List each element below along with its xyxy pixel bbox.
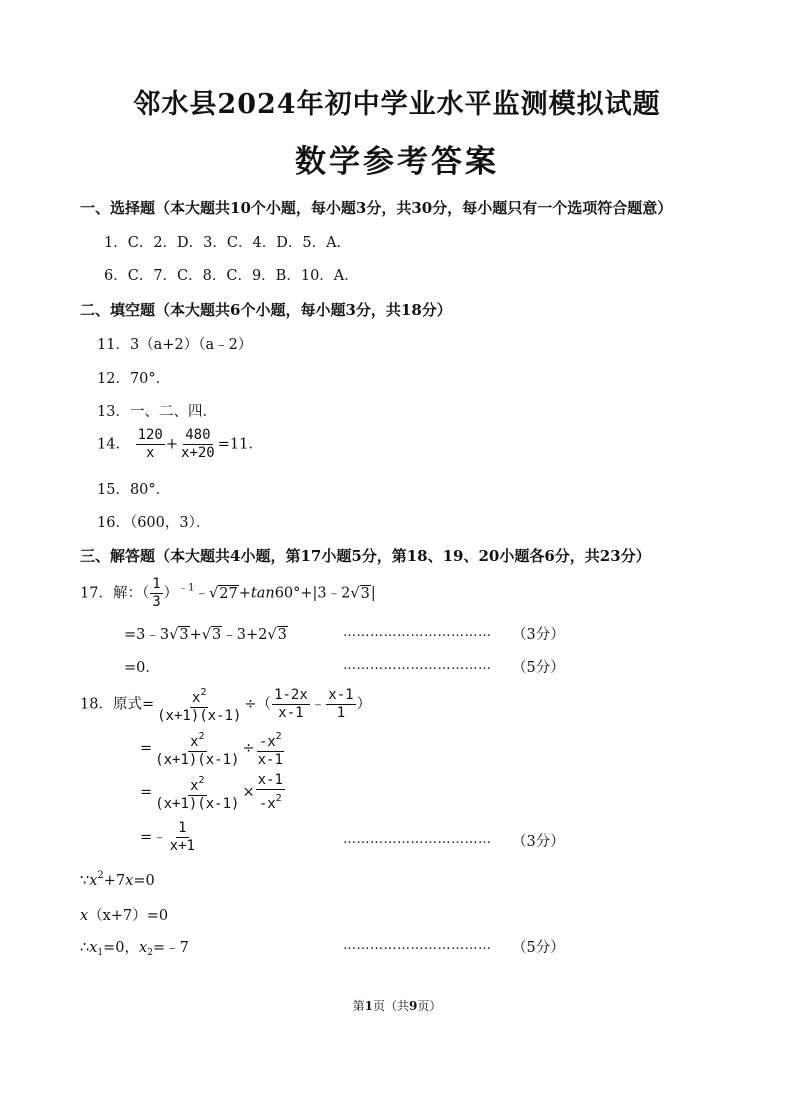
sqrt-sign: √ bbox=[267, 627, 277, 643]
q18-condition2 bbox=[80, 904, 168, 925]
fraction bbox=[150, 576, 162, 611]
expr-part: =﹣7 bbox=[152, 940, 189, 956]
radicand: 3 bbox=[179, 627, 189, 643]
numerator: 480 bbox=[185, 427, 211, 443]
answer-14 bbox=[97, 427, 263, 462]
plus: + bbox=[238, 585, 251, 602]
var-x: x bbox=[125, 873, 134, 889]
var-x: x bbox=[192, 690, 201, 706]
equals: = bbox=[140, 784, 153, 801]
therefore-symbol: ∴ bbox=[80, 940, 90, 956]
times: × bbox=[242, 784, 255, 801]
denominator: 3 bbox=[152, 594, 161, 610]
var-x: x bbox=[139, 940, 148, 956]
divide-paren: ÷（ bbox=[244, 696, 272, 713]
expr-part: （x+7）=0 bbox=[88, 908, 169, 924]
section1-answers-row2: 6．C．7．C．8．C．9．B．10．A． bbox=[104, 268, 359, 284]
subscript: 2 bbox=[147, 948, 153, 958]
score-label: （3分） bbox=[512, 834, 565, 850]
footer-text: 页） bbox=[417, 999, 442, 1013]
q18-line2 bbox=[140, 728, 286, 769]
denominator bbox=[257, 790, 284, 813]
denominator: (x+1)(x-1) bbox=[157, 708, 242, 724]
denominator: 1 bbox=[336, 705, 346, 721]
var-neg-x: -x bbox=[258, 734, 276, 750]
q17-expression bbox=[80, 576, 376, 611]
divide: ÷ bbox=[242, 740, 255, 757]
radicand: 27 bbox=[219, 585, 238, 602]
fraction bbox=[168, 820, 197, 855]
fraction bbox=[153, 772, 241, 813]
numerator: 1 bbox=[152, 576, 161, 592]
q17-label: 17．解：（ bbox=[80, 585, 150, 602]
fraction bbox=[256, 728, 285, 769]
leader-dots: …………………………… bbox=[343, 938, 492, 953]
var-neg-x: -x bbox=[258, 796, 276, 812]
section3-heading: 三、解答题（本大题共4小题，第17小题5分，第18、19、20小题各6分，共23分） bbox=[80, 547, 651, 565]
q18-line1 bbox=[80, 684, 371, 725]
equals-minus: =﹣ bbox=[140, 829, 167, 846]
denominator: x-1 bbox=[257, 752, 283, 768]
numerator bbox=[257, 728, 284, 752]
subscript: 1 bbox=[97, 948, 104, 958]
q18-line4 bbox=[140, 820, 198, 855]
numerator: x-1 bbox=[328, 687, 354, 703]
radicand: 3 bbox=[360, 585, 370, 602]
total-pages: 9 bbox=[409, 999, 418, 1013]
expr-part: =0， bbox=[103, 940, 140, 956]
denominator: x+20 bbox=[181, 445, 215, 461]
abs-bar: | bbox=[370, 585, 376, 602]
q18-label: 18．原式= bbox=[80, 696, 155, 713]
section1-heading: 一、选择题（本大题共10个小题，每小题3分，共30分，每小题只有一个选项符合题意） bbox=[80, 199, 673, 217]
section1-answers-row1: 1．C．2．D．3．C．4．D．5．A． bbox=[104, 235, 352, 251]
numerator bbox=[190, 684, 208, 708]
page-title: 邻水县2024年初中学业水平监测模拟试题 bbox=[133, 89, 661, 120]
var-x: x bbox=[80, 908, 89, 924]
denominator: x+1 bbox=[169, 838, 195, 854]
fraction bbox=[136, 427, 165, 462]
var-x: x bbox=[190, 734, 199, 750]
denominator: x bbox=[145, 445, 155, 461]
page-subtitle: 数学参考答案 bbox=[295, 144, 499, 180]
sqrt-sign: √ bbox=[169, 627, 179, 643]
footer-text: 第 bbox=[352, 999, 365, 1013]
numerator bbox=[188, 772, 206, 796]
minus: ﹣ bbox=[194, 585, 210, 602]
sqrt-sign: √ bbox=[350, 585, 360, 602]
step-text: =3﹣3 bbox=[124, 627, 170, 643]
step-text: + bbox=[189, 627, 202, 643]
tan-function: tan bbox=[250, 585, 275, 602]
exponent: 2 bbox=[97, 870, 104, 881]
section2-heading: 二、填空题（本大题共6个小题，每小题3分，共18分） bbox=[80, 301, 452, 319]
because-symbol: ∵ bbox=[80, 873, 90, 889]
step-text: ﹣3+2 bbox=[222, 627, 268, 643]
q17-step1 bbox=[124, 623, 288, 644]
denominator: (x+1)(x-1) bbox=[155, 752, 240, 768]
answer-13: 13．一、二、四． bbox=[97, 404, 217, 420]
answer-12: 12．70°． bbox=[97, 371, 171, 387]
numerator: 1-2x bbox=[274, 687, 308, 703]
sqrt-sign: √ bbox=[209, 585, 219, 602]
answer-15: 15．80°． bbox=[97, 482, 171, 498]
var-x: x bbox=[190, 778, 199, 794]
close-paren: ） bbox=[356, 696, 372, 713]
exponent: 2 bbox=[200, 687, 207, 698]
var-x: x bbox=[89, 873, 98, 889]
plus-sign: + bbox=[165, 436, 179, 453]
exponent: 2 bbox=[198, 731, 205, 742]
denominator: (x+1)(x-1) bbox=[155, 796, 240, 812]
leader-dots: …………………………… bbox=[343, 832, 492, 847]
var-x: x bbox=[89, 940, 98, 956]
numerator: 1 bbox=[178, 820, 187, 836]
exponent: 2 bbox=[275, 793, 282, 804]
score-label: （3分） bbox=[512, 627, 565, 643]
denominator: x-1 bbox=[278, 705, 304, 721]
fraction bbox=[326, 687, 355, 722]
equals: = bbox=[140, 740, 153, 757]
fraction bbox=[256, 772, 285, 813]
radicand: 3 bbox=[212, 627, 222, 643]
radicand: 3 bbox=[277, 627, 287, 643]
page-footer bbox=[0, 997, 794, 1014]
fraction bbox=[153, 728, 241, 769]
score-label: （5分） bbox=[512, 660, 565, 676]
minus: ﹣ bbox=[310, 696, 326, 713]
leader-dots: …………………………… bbox=[343, 625, 492, 640]
numerator: x-1 bbox=[257, 772, 283, 788]
leader-dots: …………………………… bbox=[343, 658, 492, 673]
answer-11: 11．3（a+2）（a﹣2） bbox=[97, 337, 253, 353]
score-label: （5分） bbox=[512, 940, 565, 956]
fraction bbox=[272, 687, 310, 722]
q17-step2: =0． bbox=[124, 660, 160, 676]
paren: ） bbox=[163, 585, 179, 602]
answer-16: 16．（600，3）． bbox=[97, 515, 211, 531]
numerator bbox=[188, 728, 206, 752]
expr-part: 60°+|3﹣2 bbox=[274, 585, 351, 602]
expr-part: =0 bbox=[133, 873, 155, 889]
q18-condition1 bbox=[80, 870, 155, 889]
equation-tail: =11． bbox=[217, 436, 263, 453]
q18-line3 bbox=[140, 772, 286, 813]
numerator: 120 bbox=[137, 427, 163, 443]
fraction bbox=[179, 427, 217, 462]
q18-condition3 bbox=[80, 936, 189, 958]
page-number: 1 bbox=[364, 999, 373, 1013]
sqrt-sign: √ bbox=[201, 627, 211, 643]
exponent: 2 bbox=[275, 731, 282, 742]
expr-part: +7 bbox=[103, 873, 126, 889]
exponent: ﹣1 bbox=[178, 582, 195, 594]
exponent: 2 bbox=[198, 775, 205, 786]
footer-text: 页（共 bbox=[372, 999, 409, 1013]
answer-14-label: 14． bbox=[97, 436, 130, 453]
fraction bbox=[155, 684, 243, 725]
